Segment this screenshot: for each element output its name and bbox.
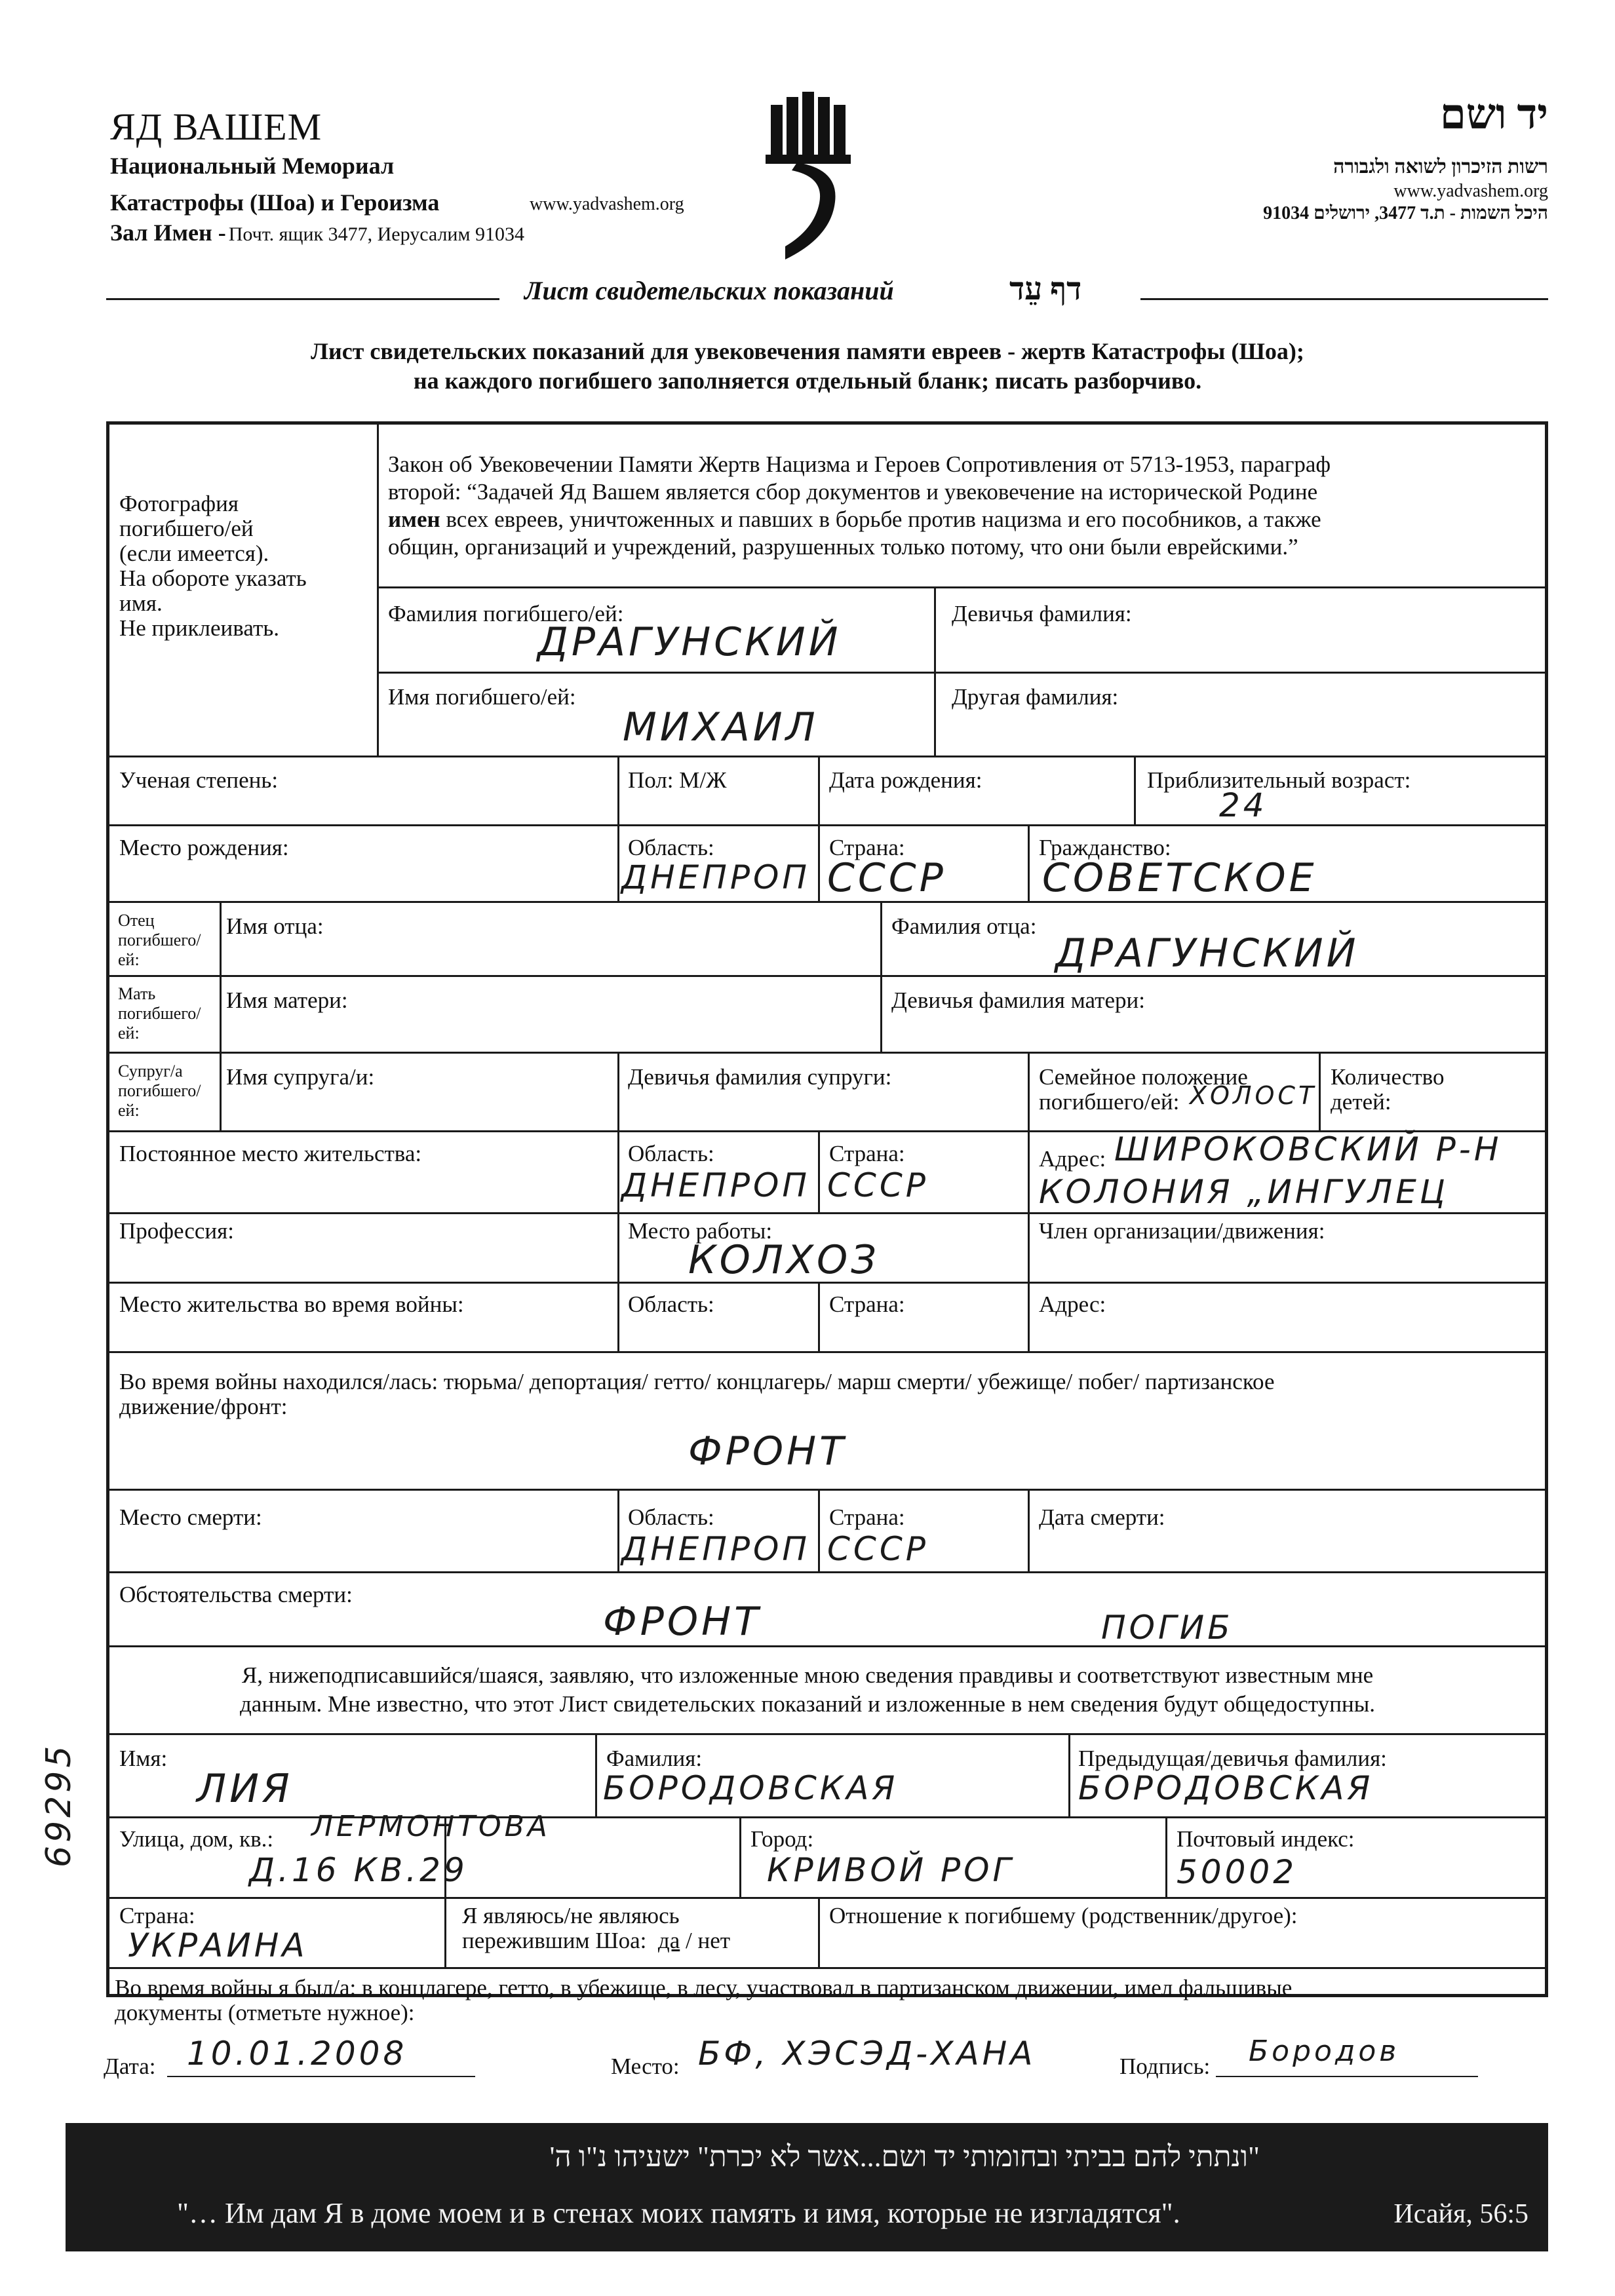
- submitter-country-value[interactable]: УКРАИНА: [128, 1926, 308, 1964]
- war-status-value[interactable]: ФРОНТ: [688, 1428, 847, 1474]
- survivor-label: Я являюсь/не являюсь пережившим Шоа: да / нет: [462, 1903, 731, 1953]
- birth-region-value[interactable]: ДНЕПРОП: [621, 858, 810, 896]
- death-circumstances-value-2[interactable]: ПОГИБ: [1101, 1609, 1234, 1647]
- org-name: ЯД ВАШЕМ: [110, 105, 322, 148]
- street-value-2[interactable]: Д.16 КВ.29: [249, 1851, 468, 1889]
- street-value-1[interactable]: ЛЕРМОНТОВА: [311, 1810, 551, 1843]
- submitter-country-label: Страна:: [119, 1903, 195, 1928]
- residence-address-label: Адрес:: [1039, 1146, 1106, 1172]
- spouse-name-label: Имя супруга/и:: [226, 1064, 375, 1090]
- signature-label: Подпись:: [1119, 2054, 1211, 2079]
- approx-age-value[interactable]: 24: [1219, 786, 1268, 824]
- workplace-label: Место работы:: [628, 1218, 773, 1244]
- death-date-label: Дата смерти:: [1039, 1504, 1165, 1530]
- mother-side-label: Мать погибшего/ ей:: [118, 984, 201, 1043]
- hall-of-names: Зал Имен - Почт. ящик 3477, Иерусалим 91034: [110, 220, 524, 246]
- father-surname-value[interactable]: ДРАГУНСКИЙ: [1055, 930, 1359, 976]
- he-title: יד ושם: [1439, 91, 1548, 138]
- he-line-1: רשות הזיכרון לשואה ולגבורה: [1333, 156, 1548, 178]
- spouse-maiden-label: Девичья фамилия супруги:: [628, 1064, 892, 1090]
- submitter-prev-surname-label: Предыдущая/девичья фамилия:: [1078, 1746, 1387, 1771]
- other-surname-label: Другая фамилия:: [952, 684, 1119, 710]
- children-label: Количество детей:: [1331, 1064, 1445, 1115]
- citizenship-value[interactable]: СОВЕТСКОЕ: [1042, 855, 1317, 901]
- birth-date-label: Дата рождения:: [829, 767, 983, 793]
- residence-region-value[interactable]: ДНЕПРОП: [621, 1166, 810, 1204]
- declaration-line-1: Я, нижеподписавшийся/шаяся, заявляю, что изложенные мною сведения правдивы и соответствуют известным мне: [241, 1662, 1374, 1688]
- surname-label: Фамилия погибшего/ей:: [388, 601, 624, 626]
- death-circumstances-label: Обстоятельства смерти:: [119, 1582, 353, 1607]
- war-status-label: Во время войны находился/лась: тюрьма/ депортация/ гетто/ концлагерь/ марш смерти/ убежище/ побег/ партизанское движение/фронт:: [119, 1369, 1275, 1419]
- title-rule-left: [106, 298, 499, 300]
- org-line-2: Катастрофы (Шоа) и Героизма: [110, 189, 440, 216]
- war-region-label: Область:: [628, 1292, 714, 1317]
- war-residence-label: Место жительства во время войны:: [119, 1292, 464, 1317]
- signature-underline: [1216, 2076, 1478, 2077]
- first-name-label: Имя погибшего/ей:: [388, 684, 576, 710]
- survivor-yes[interactable]: да: [657, 1928, 680, 1953]
- residence-country-label: Страна:: [829, 1141, 905, 1166]
- yad-vashem-logo: [766, 92, 857, 262]
- residence-region-label: Область:: [628, 1141, 714, 1166]
- death-region-label: Область:: [628, 1504, 714, 1530]
- form-title-ru: Лист свидетельских показаний: [524, 276, 894, 305]
- street-label: Улица, дом, кв.:: [119, 1826, 274, 1852]
- profession-label: Профессия:: [119, 1218, 234, 1244]
- signature-value[interactable]: Бородов: [1249, 2035, 1400, 2068]
- intro-line-2: на каждого погибшего заполняется отдельный бланк; писать разборчиво.: [413, 368, 1202, 394]
- footer-quote-ru: "… Им дам Я в доме моем и в стенах моих память и имя, которые не изгладятся".: [177, 2197, 1180, 2229]
- war-country-label: Страна:: [829, 1292, 905, 1317]
- birth-country-value[interactable]: СССР: [827, 855, 946, 901]
- declaration-line-2: данным. Мне известно, что этот Лист свидетельских показаний и изложенные в нем сведения будут общедоступны.: [240, 1691, 1375, 1717]
- submitter-war-label: Во время войны я был/а: в концлагере, гетто, в убежище, в лесу, участвовал в партизанском движении, имел фальшивые документы (отметьте нужное):: [115, 1975, 1293, 2025]
- father-side-label: Отец погибшего/ ей:: [118, 911, 201, 969]
- birth-place-label: Место рождения:: [119, 835, 289, 860]
- footer-quote-band: [66, 2123, 1548, 2251]
- city-label: Город:: [750, 1826, 814, 1852]
- residence-address-line-1[interactable]: ШИРОКОВСКИЙ Р-Н: [1114, 1130, 1502, 1168]
- war-address-label: Адрес:: [1039, 1292, 1106, 1317]
- intro-line-1: Лист свидетельских показаний для увековечения памяти евреев - жертв Катастрофы (Шоа);: [311, 338, 1304, 364]
- father-name-label: Имя отца:: [226, 913, 324, 939]
- date-label: Дата:: [104, 2054, 156, 2079]
- postcode-value[interactable]: 50002: [1177, 1853, 1298, 1891]
- submitter-surname-value[interactable]: БОРОДОВСКАЯ: [603, 1769, 899, 1807]
- death-country-label: Страна:: [829, 1504, 905, 1530]
- submitter-name-value[interactable]: ЛИЯ: [197, 1766, 293, 1812]
- father-surname-label: Фамилия отца:: [891, 913, 1037, 939]
- place-label: Место:: [611, 2054, 680, 2079]
- postcode-label: Почтовый индекс:: [1177, 1826, 1355, 1852]
- surname-value[interactable]: ДРАГУНСКИЙ: [537, 619, 842, 665]
- submitter-name-label: Имя:: [119, 1746, 168, 1771]
- membership-label: Член организации/движения:: [1039, 1218, 1325, 1244]
- approx-age-label: Приблизительный возраст:: [1147, 767, 1411, 793]
- photo-box-label: Фотография погибшего/ей (если имеется). На обороте указать имя. Не приклеивать.: [119, 491, 307, 641]
- he-line-3: היכל השמות - ת.ד 3477, ירושלים 91034: [1263, 203, 1548, 223]
- death-region-value[interactable]: ДНЕПРОП: [621, 1530, 810, 1568]
- margin-number: 69295: [39, 1742, 79, 1867]
- footer-quote-source: Исайя, 56:5: [1393, 2199, 1528, 2229]
- title-rule-right: [1140, 298, 1548, 300]
- birth-country-label: Страна:: [829, 835, 905, 860]
- citizenship-label: Гражданство:: [1039, 835, 1171, 860]
- form-title-he: דף עֵד: [1009, 272, 1082, 307]
- relation-label: Отношение к погибшему (родственник/другое):: [829, 1903, 1298, 1928]
- date-underline: [167, 2076, 475, 2077]
- mother-name-label: Имя матери:: [226, 987, 348, 1013]
- org-line-1: Национальный Мемориал: [110, 153, 395, 179]
- city-value[interactable]: КРИВОЙ РОГ: [767, 1851, 1015, 1889]
- degree-label: Ученая степень:: [119, 767, 279, 793]
- residence-address-line-2[interactable]: КОЛОНИЯ „ИНГУЛЕЦ: [1039, 1173, 1449, 1211]
- family-status-value[interactable]: ХОЛОСТ: [1190, 1081, 1317, 1110]
- residence-country-value[interactable]: СССР: [827, 1166, 929, 1204]
- footer-quote-he: "ונתתי להם בביתי ובחומותי יד ושם...אשר לא יכרת" ישעיהו נ"ו ה': [549, 2141, 1260, 2173]
- death-country-value[interactable]: СССР: [827, 1530, 929, 1568]
- date-value[interactable]: 10.01.2008: [187, 2035, 408, 2073]
- website: www.yadvashem.org: [530, 194, 684, 214]
- maiden-name-label: Девичья фамилия:: [952, 601, 1132, 626]
- mother-maiden-label: Девичья фамилия матери:: [891, 987, 1145, 1013]
- first-name-value[interactable]: МИХАИЛ: [623, 704, 819, 750]
- submitter-surname-label: Фамилия:: [606, 1746, 703, 1771]
- law-text: Закон об Увековечении Памяти Жертв Нацизма и Героев Сопротивления от 5713-1953, параграф второй: “Задачей Яд Вашем является сбор документов и увековечение на исторической Родине имен всех евреев, уничтоженных и павших в борьбе против нацизма и его пособников, а также общин, организаций и учреждений, разрушенных только потому, что они были еврейскими.”: [388, 451, 1331, 560]
- he-website: www.yadvashem.org: [1393, 181, 1548, 201]
- birth-region-label: Область:: [628, 835, 714, 860]
- workplace-value[interactable]: КОЛХОЗ: [688, 1237, 880, 1283]
- family-status-label: Семейное положение погибшего/ей:: [1039, 1064, 1248, 1115]
- sex-label: Пол: М/Ж: [628, 767, 727, 793]
- residence-label: Постоянное место жительства:: [119, 1141, 422, 1166]
- place-value[interactable]: БФ, ХЭСЭД-ХАНА: [698, 2035, 1036, 2073]
- submitter-prev-surname-value[interactable]: БОРОДОВСКАЯ: [1078, 1769, 1374, 1807]
- death-place-label: Место смерти:: [119, 1504, 262, 1530]
- spouse-side-label: Супруг/а погибшего/ ей:: [118, 1062, 201, 1120]
- death-circumstances-value-1[interactable]: ФРОНТ: [603, 1599, 762, 1645]
